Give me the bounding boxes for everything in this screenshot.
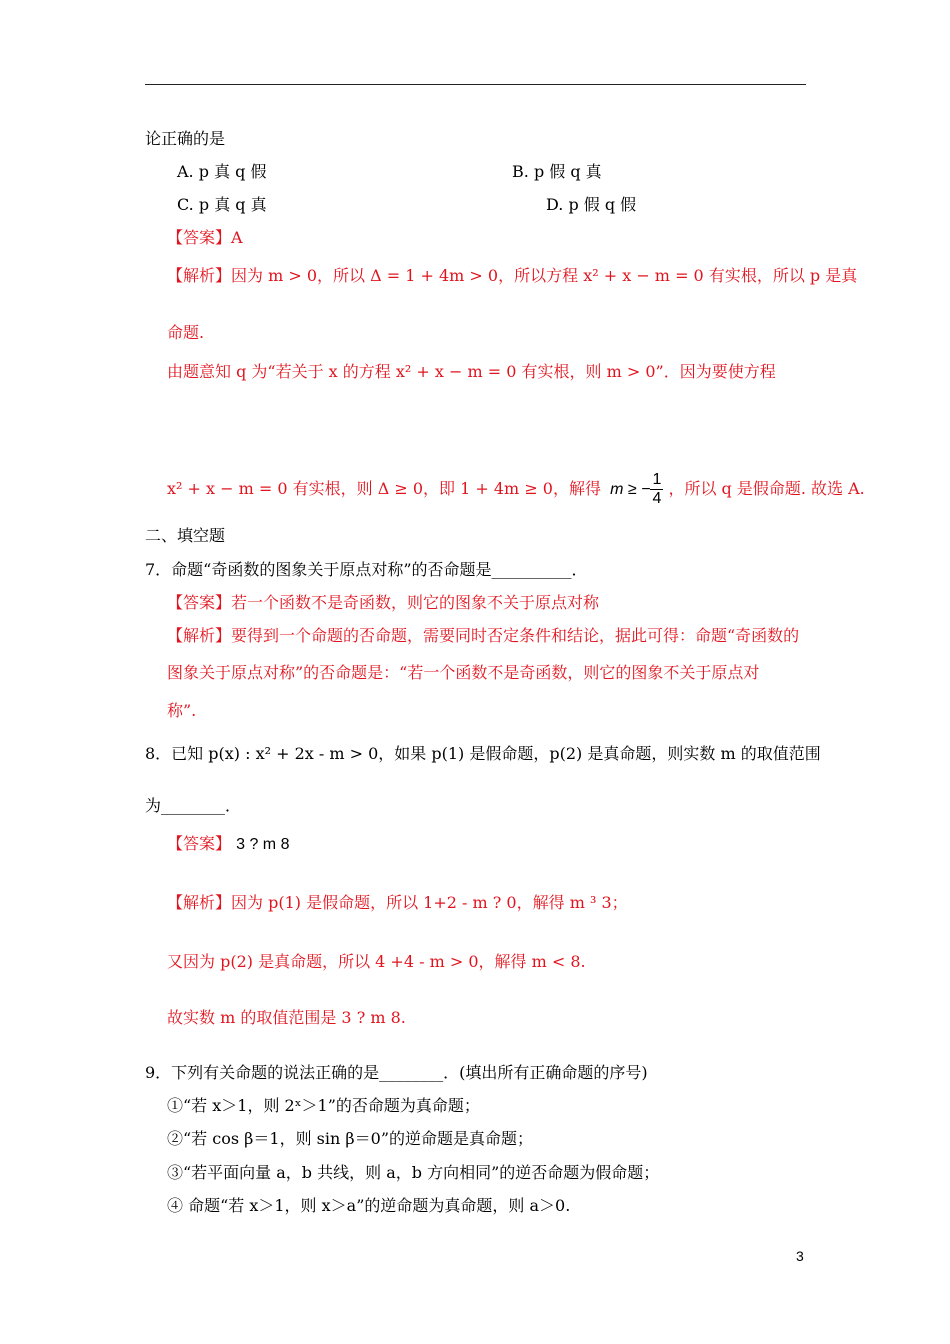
q6-answer: 【答案】A bbox=[167, 228, 243, 247]
option-a-text: p 真 q 假 bbox=[198, 162, 267, 181]
q8-answer-value: 3 ? m 8 bbox=[236, 836, 290, 853]
q7-question: 7．命题“奇函数的图象关于原点对称”的否命题是__________． bbox=[145, 560, 588, 579]
fraction-denominator: 4 bbox=[652, 490, 662, 507]
fraction-one-quarter bbox=[650, 471, 663, 508]
page-number: 3 bbox=[796, 1248, 804, 1264]
option-a-letter: A. bbox=[177, 162, 194, 181]
q6-analysis-line-1: 【解析】因为 m > 0，所以 Δ = 1 + 4m > 0，所以方程 x² + x − m = 0 有实根，所以 p 是真 bbox=[167, 266, 858, 285]
q6-inequality: m ≥ − bbox=[610, 481, 651, 498]
q8-answer-tag: 【答案】 bbox=[167, 834, 232, 853]
q8-analysis-line-1: 【解析】因为 p(1) 是假命题，所以 1+2 - m ? 0，解得 m ³ 3； bbox=[167, 893, 628, 912]
q7-analysis-line-3: 称”. bbox=[167, 701, 197, 720]
option-c-text: p 真 q 真 bbox=[198, 195, 267, 214]
option-b bbox=[512, 161, 602, 183]
q8-question-line-1: 8．已知 p(x) : x² + 2x - m > 0，如果 p(1) 是假命题，p(2) 是真命题，则实数 m 的取值范围 bbox=[145, 744, 821, 763]
q7-analysis-line-2: 图象关于原点对称”的否命题是：“若一个函数不是奇函数，则它的图象不关于原点对 bbox=[167, 663, 760, 682]
q9-item-1: ①“若 x＞1，则 2ˣ＞1”的否命题为真命题； bbox=[167, 1096, 480, 1115]
q9-question: 9．下列有关命题的说法正确的是________．(填出所有正确命题的序号) bbox=[145, 1063, 648, 1082]
q6-analysis-line-3: 由题意知 q 为“若关于 x 的方程 x² + x − m = 0 有实根，则 m > 0”．因为要使方程 bbox=[167, 362, 776, 381]
fraction-numerator: 1 bbox=[652, 471, 662, 488]
q7-answer: 【答案】若一个函数不是奇函数，则它的图象不关于原点对称 bbox=[167, 593, 600, 612]
q6-analysis-line-4-start: x² + x − m = 0 有实根，则 Δ ≥ 0，即 1 + 4m ≥ 0，解得 bbox=[167, 479, 601, 498]
option-b-letter: B. bbox=[512, 162, 529, 181]
option-c-letter: C. bbox=[177, 195, 194, 214]
section-heading: 二、填空题 bbox=[145, 526, 226, 545]
question-intro: 论正确的是 bbox=[145, 129, 226, 148]
option-b-text: p 假 q 真 bbox=[533, 162, 602, 181]
q8-analysis-line-3: 故实数 m 的取值范围是 3 ? m 8. bbox=[167, 1008, 406, 1027]
option-a bbox=[177, 161, 266, 183]
q9-item-2: ②“若 cos β＝1，则 sin β＝0”的逆命题是真命题； bbox=[167, 1129, 534, 1148]
q8-answer bbox=[167, 833, 289, 856]
q6-analysis-line-2: 命题. bbox=[167, 323, 205, 342]
option-c bbox=[177, 194, 267, 216]
q9-item-3: ③“若平面向量 a，b 共线，则 a，b 方向相同”的逆否命题为假命题； bbox=[167, 1163, 660, 1182]
q8-question-line-2: 为________． bbox=[145, 796, 242, 815]
q8-analysis-line-2: 又因为 p(2) 是真命题，所以 4 +4 - m > 0，解得 m < 8. bbox=[167, 952, 586, 971]
option-d-letter: D. bbox=[546, 195, 564, 214]
option-d bbox=[546, 194, 636, 216]
header-rule bbox=[145, 84, 806, 85]
q6-analysis-line-4-end: ，所以 q 是假命题. 故选 A. bbox=[668, 479, 865, 498]
option-d-text: p 假 q 假 bbox=[568, 195, 637, 214]
q6-analysis-line-4 bbox=[167, 471, 865, 508]
q9-item-4: ④ 命题“若 x＞1，则 x＞a”的逆命题为真命题，则 a＞0. bbox=[167, 1196, 571, 1215]
q7-analysis-line-1: 【解析】要得到一个命题的否命题，需要同时否定条件和结论，据此可得：命题“奇函数的 bbox=[167, 626, 800, 645]
